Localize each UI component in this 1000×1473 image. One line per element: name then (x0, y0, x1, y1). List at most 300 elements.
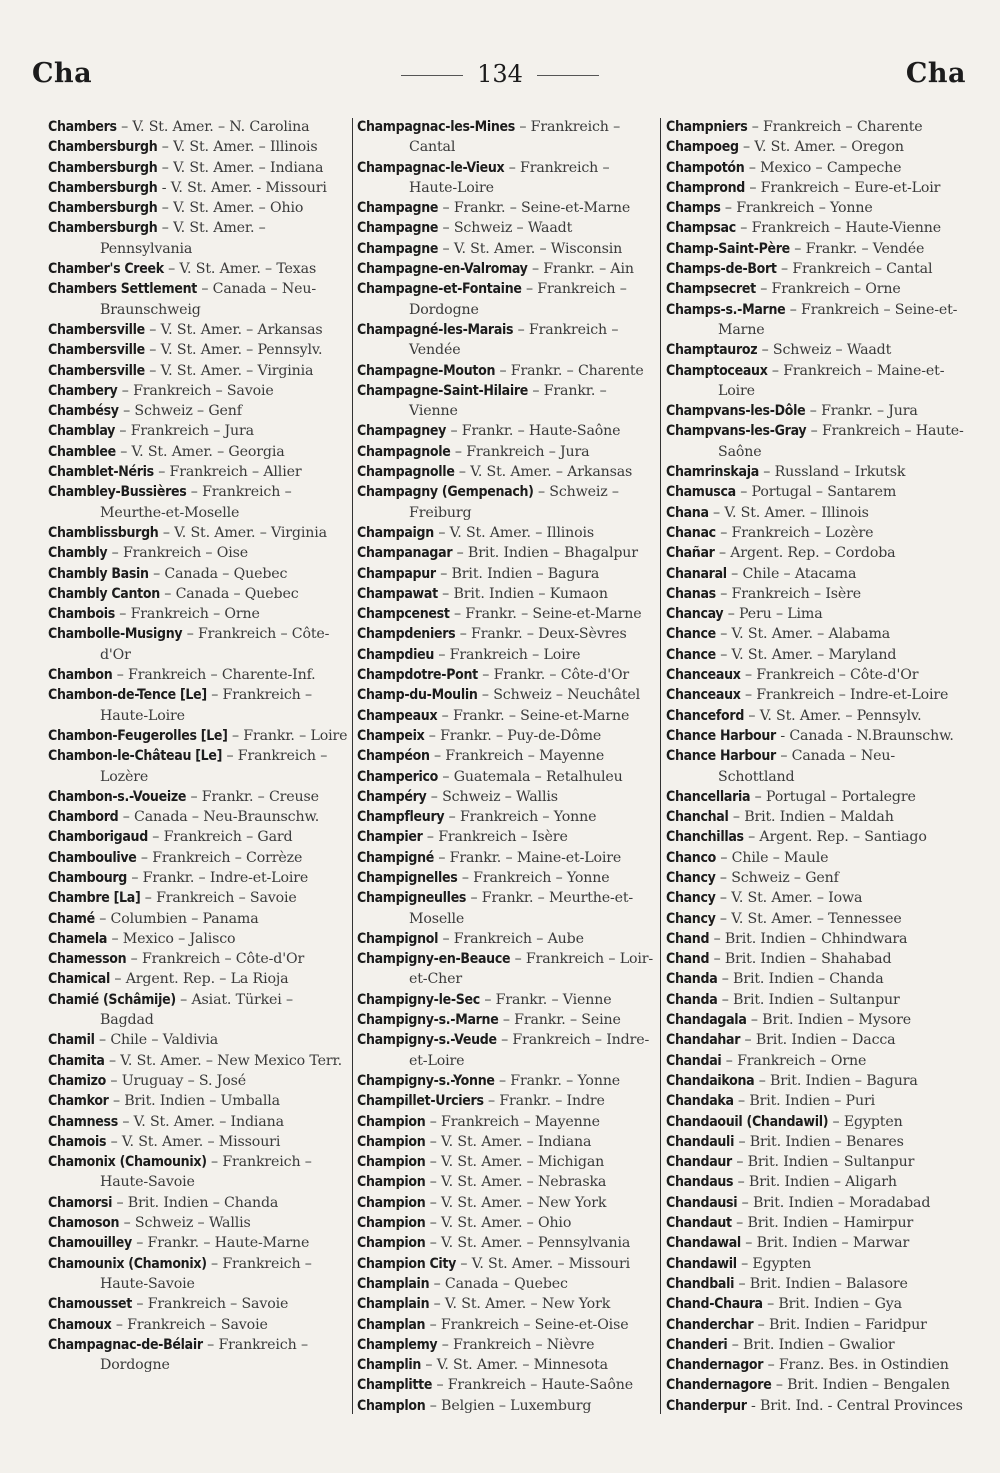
gazetteer-entry (48, 1071, 348, 1091)
place-location: – Frankr. – Charente (495, 362, 644, 379)
gazetteer-entry (48, 442, 348, 462)
place-location: – Frankr. – Creuse (186, 788, 319, 805)
place-name: Chamblissburgh (48, 524, 159, 541)
place-location: – Mexico – Jalisco (107, 930, 236, 947)
place-location: – Frankr. – Jura (805, 403, 918, 420)
place-location: – Frankreich – Mayenne (429, 748, 605, 765)
place-name: Chandawal (666, 1235, 741, 1252)
gazetteer-entry (666, 1254, 966, 1274)
place-location: – Frankr. – Seine-et-Marne (437, 707, 630, 724)
place-name: Champrond (666, 179, 746, 196)
place-name: Chanac (666, 524, 716, 541)
place-location: – Frankreich – Savoie (111, 1316, 268, 1333)
gazetteer-entry (357, 320, 659, 361)
place-location: – V. St. Amer. – Arkansas (144, 321, 323, 338)
place-location: – V. St. Amer. – Maryland (715, 646, 897, 663)
place-location: – Egypten (828, 1113, 903, 1130)
gazetteer-entry (666, 807, 966, 827)
place-location: – Frankreich – Yonne (720, 200, 873, 217)
gazetteer-entry (357, 990, 659, 1010)
place-location: - V. St. Amer. - Missouri (157, 179, 327, 196)
place-location: – Canada – Neu-Schottland (718, 748, 896, 785)
gazetteer-entry (48, 665, 348, 685)
place-location: – Frankreich – Savoie (117, 382, 274, 399)
place-name: Champier (357, 829, 423, 846)
gazetteer-entry (357, 523, 659, 543)
place-name: Champigny-le-Sec (357, 991, 480, 1008)
place-location: - Brit. Ind. - Central Provinces (746, 1397, 963, 1414)
place-location: – Guatemala – Retalhuleu (438, 768, 623, 785)
gazetteer-entry (666, 1315, 966, 1335)
place-name: Chandaur (666, 1154, 732, 1171)
place-name: Champlain (357, 1296, 430, 1313)
gazetteer-entry (357, 1030, 659, 1071)
header-keyword-left: Cha (32, 58, 93, 89)
place-location: – Asiat. Türkei – Bagdad (100, 991, 293, 1029)
place-location: – Uruguay – S. José (106, 1072, 246, 1089)
place-name: Chambon-s.-Voueize (48, 788, 187, 805)
place-location: – V. St. Amer. – Arkansas (454, 464, 633, 481)
place-name: Champagny (Gempenach) (357, 484, 534, 501)
place-name: Chanda (666, 971, 718, 988)
gazetteer-entry (48, 482, 348, 523)
place-location: – Frankreich – Aube (438, 930, 584, 947)
place-name: Champagné-les-Marais (357, 321, 514, 338)
place-location: – Frankreich – Eure-et-Loir (745, 179, 941, 196)
place-location: – Frankreich – Seine-et-Marne (718, 301, 958, 338)
place-name: Chamois (48, 1133, 107, 1150)
place-name: Champéry (357, 788, 427, 805)
place-name: Champagnac-de-Bélair (48, 1336, 203, 1353)
gazetteer-entry (357, 746, 659, 766)
place-name: Champigneulles (357, 890, 467, 907)
place-location: – V. St. Amer. – Texas (163, 261, 317, 278)
gazetteer-entry (357, 787, 659, 807)
gazetteer-entry (666, 279, 966, 299)
place-name: Champvans-les-Dôle (666, 403, 806, 420)
place-location: – V. St. Amer. – New York (425, 1194, 607, 1211)
gazetteer-entry (357, 462, 659, 482)
gazetteer-entry (357, 1315, 659, 1335)
gazetteer-entry (48, 1152, 348, 1193)
place-name: Chambois (48, 606, 115, 623)
place-location: – Brit. Indien – Gwalior (727, 1336, 895, 1353)
gazetteer-entry (48, 117, 348, 137)
gazetteer-entry (666, 503, 966, 523)
column-2 (357, 117, 659, 1417)
place-name: Champigné (357, 849, 434, 866)
gazetteer-columns (48, 117, 968, 1417)
gazetteer-entry (666, 1233, 966, 1253)
place-location: – V. St. Amer. – Illinois (708, 504, 869, 521)
place-location: – V. St. Amer. – Tennessee (715, 910, 902, 927)
gazetteer-entry (48, 584, 348, 604)
place-name: Chandaka (666, 1093, 734, 1110)
place-name: Chambly (48, 545, 108, 562)
place-location: – V. St. Amer. – Missouri (456, 1255, 631, 1272)
gazetteer-entry (357, 929, 659, 949)
place-name: Champéon (357, 748, 430, 765)
place-location: – Frankreich – Vendée (409, 321, 619, 359)
place-name: Chancellaria (666, 788, 751, 805)
place-name: Champignol (357, 930, 439, 947)
place-location: – V. St. Amer. – Virginia (158, 524, 327, 541)
place-name: Chambly Basin (48, 565, 149, 582)
place-name: Chamblee (48, 443, 116, 460)
gazetteer-entry (666, 523, 966, 543)
place-location: – Chile – Atacama (726, 565, 857, 582)
place-location: – Canada – Quebec (148, 565, 288, 582)
place-name: Chambersburgh (48, 220, 158, 237)
place-location: – Frankreich – Savoie (132, 1296, 289, 1313)
place-name: Champlon (357, 1397, 426, 1414)
gazetteer-entry (666, 1112, 966, 1132)
place-name: Champdieu (357, 646, 434, 663)
gazetteer-entry (48, 1294, 348, 1314)
gazetteer-entry (48, 787, 348, 807)
place-location: – Frankreich – Allier (153, 464, 302, 481)
column-3 (666, 117, 966, 1417)
place-name: Chand-Chaura (666, 1296, 763, 1313)
place-location: – Brit. Indien – Bhagalpur (452, 545, 638, 562)
place-location: – Schweiz – Waadt (757, 342, 892, 359)
gazetteer-entry (48, 969, 348, 989)
place-location: – Brit. Indien – Bagura (435, 565, 600, 582)
gazetteer-entry (666, 848, 966, 868)
place-location: – Frankreich – Corrèze (136, 849, 303, 866)
place-location: – Frankr. – Meurthe-et-Moselle (409, 890, 634, 927)
place-name: Champcenest (357, 606, 450, 623)
place-location: – Frankr. – Côte-d'Or (477, 667, 630, 684)
place-name: Chamness (48, 1113, 118, 1130)
place-location: – Columbien – Panama (94, 910, 259, 927)
place-name: Chanderpur (666, 1397, 747, 1414)
place-location: – Schweiz – Wallis (119, 1215, 251, 1232)
gazetteer-entry (666, 604, 966, 624)
gazetteer-entry (666, 1335, 966, 1355)
page-number (0, 60, 1000, 88)
place-name: Chambon (48, 667, 113, 684)
column-1 (48, 117, 348, 1417)
gazetteer-entry (666, 421, 966, 462)
place-name: Chandaus (666, 1174, 734, 1191)
place-name: Champagne (357, 240, 439, 257)
place-location: – Brit. Indien – Puri (733, 1093, 875, 1110)
place-name: Chanceford (666, 707, 745, 724)
gazetteer-entry (357, 421, 659, 441)
place-location: – Brit. Indien – Aligarh (733, 1174, 897, 1191)
place-location: – Canada – Quebec (429, 1275, 568, 1292)
place-location: – V. St. Amer. – Georgia (115, 443, 285, 460)
place-location: – Frankreich – Indre-et-Loire (740, 687, 949, 704)
gazetteer-entry (666, 584, 966, 604)
place-location: – Frankreich – Yonne (444, 809, 597, 826)
place-name: Champotón (666, 159, 745, 176)
gazetteer-entry (666, 665, 966, 685)
place-location: – Frankr. – Seine-et-Marne (449, 606, 642, 623)
gazetteer-entry (48, 1233, 348, 1253)
place-location: – Frankreich – Orne (755, 281, 901, 298)
place-name: Chambersville (48, 342, 145, 359)
gazetteer-entry (357, 1071, 659, 1091)
place-name: Chandagala (666, 1012, 747, 1029)
gazetteer-entry (666, 1091, 966, 1111)
place-location: – Brit. Indien – Dacca (740, 1032, 896, 1049)
gazetteer-entry (666, 482, 966, 502)
place-name: Chanas (666, 585, 716, 602)
place-name: Champagney (357, 423, 447, 440)
gazetteer-entry (666, 361, 966, 402)
place-name: Chambon-le-Château [Le] (48, 748, 223, 765)
place-location: – Frankreich – Haute-Savoie (100, 1255, 312, 1292)
place-location: – Frankreich – Jura (115, 423, 254, 440)
place-location: – V. St. Amer. – Indiana (157, 159, 324, 176)
place-location: – Brit. Indien – Bagura (754, 1072, 918, 1089)
place-location: - Canada - N.Braunschw. (775, 727, 954, 744)
place-name: Champtoceaux (666, 362, 768, 379)
gazetteer-entry (48, 259, 348, 279)
place-location: – V. St. Amer. – Oregon (738, 139, 904, 156)
gazetteer-entry (666, 340, 966, 360)
place-location: – Brit. Indien – Benares (734, 1133, 904, 1150)
gazetteer-entry (666, 990, 966, 1010)
place-name: Chambers (48, 119, 117, 135)
place-name: Chambersburgh (48, 179, 158, 196)
place-location: – Frankreich – Haute-Saône (718, 423, 964, 460)
gazetteer-entry (666, 178, 966, 198)
place-name: Chana (666, 504, 709, 521)
place-name: Chanaral (666, 565, 727, 582)
place-name: Chanda (666, 991, 718, 1008)
place-name: Chambersburgh (48, 200, 158, 217)
gazetteer-entry (666, 949, 966, 969)
place-location: – Brit. Indien – Bengalen (771, 1377, 950, 1394)
gazetteer-entry (666, 726, 966, 746)
place-location: – V. St. Amer. – N. Carolina (116, 119, 310, 135)
place-location: – Franz. Bes. in Ostindien (763, 1357, 949, 1374)
place-location: – V. St. Amer. – Illinois (157, 139, 318, 156)
place-name: Champagne (357, 220, 439, 237)
gazetteer-entry (666, 218, 966, 238)
place-location: – Schweiz – Genf (715, 869, 839, 886)
gazetteer-entry (48, 868, 348, 888)
place-name: Champion (357, 1133, 426, 1150)
gazetteer-entry (357, 198, 659, 218)
place-location: – Chile – Maule (716, 849, 829, 866)
place-name: Chamrinskaja (666, 464, 759, 481)
gazetteer-entry (48, 929, 348, 949)
gazetteer-entry (357, 1193, 659, 1213)
gazetteer-entry (666, 909, 966, 929)
place-name: Chambersville (48, 362, 145, 379)
place-name: Chamblay (48, 423, 116, 440)
gazetteer-entry (357, 482, 659, 523)
place-location: – Frankr. – Loire (227, 727, 348, 744)
gazetteer-entry (48, 1030, 348, 1050)
place-location: – V. St. Amer. – Michigan (425, 1154, 605, 1171)
place-name: Chamouilley (48, 1235, 132, 1252)
place-name: Chambord (48, 809, 119, 826)
gazetteer-entry (357, 1294, 659, 1314)
gazetteer-entry (357, 1396, 659, 1416)
place-location: – Frankreich – Loir-et-Cher (409, 951, 654, 988)
place-location: – Brit. Indien – Sultanpur (717, 991, 900, 1008)
place-location: – Frankreich – Gard (147, 829, 293, 846)
place-name: Champagnole (357, 443, 451, 460)
place-location: – V. St. Amer. – Virginia (144, 362, 314, 379)
gazetteer-entry (666, 158, 966, 178)
place-location: – Frankreich – Cantal (409, 119, 621, 156)
place-location: – V. St. Amer. – Iowa (715, 890, 863, 907)
place-location: – Frankreich – Dordogne (409, 281, 627, 318)
place-name: Chambley-Bussières (48, 484, 187, 501)
gazetteer-entry (357, 848, 659, 868)
page-number-text: 134 (477, 60, 523, 88)
gazetteer-entry (666, 706, 966, 726)
place-location: – Brit. Indien – Moradabad (737, 1194, 931, 1211)
place-name: Chambersville (48, 321, 145, 338)
place-location: – Egypten (736, 1255, 812, 1272)
header-keyword-right: Cha (905, 58, 966, 89)
place-name: Chamita (48, 1052, 105, 1069)
gazetteer-entry (666, 645, 966, 665)
place-name: Champion (357, 1174, 426, 1191)
place-name: Chandernagor (666, 1357, 764, 1374)
gazetteer-entry (357, 706, 659, 726)
place-location: – Brit. Indien – Marwar (740, 1235, 910, 1252)
gazetteer-entry (666, 827, 966, 847)
gazetteer-entry (357, 767, 659, 787)
place-name: Champion (357, 1215, 426, 1232)
gazetteer-entry (666, 868, 966, 888)
place-location: – Frankreich – Nièvre (437, 1336, 595, 1353)
gazetteer-entry (357, 1152, 659, 1172)
place-location: – Frankreich – Isère (715, 585, 862, 602)
place-name: Champion (357, 1194, 426, 1211)
gazetteer-entry (48, 949, 348, 969)
place-location: – Schweiz – Neuchâtel (477, 687, 640, 704)
place-name: Champagnolle (357, 464, 455, 481)
place-location: – Argent. Rep. – Santiago (743, 829, 927, 846)
place-name: Chandai (666, 1052, 722, 1069)
place-name: Chamoux (48, 1316, 112, 1333)
gazetteer-entry (357, 685, 659, 705)
place-name: Champsecret (666, 281, 756, 298)
place-location: – V. St. Amer. – Indiana (425, 1133, 592, 1150)
place-location: – Brit. Indien – Balasore (734, 1275, 908, 1292)
place-name: Chancy (666, 910, 716, 927)
place-name: Champoeg (666, 139, 739, 156)
gazetteer-entry (48, 462, 348, 482)
place-name: Champtauroz (666, 342, 758, 359)
place-name: Champion (357, 1113, 426, 1130)
place-location: – Schweiz – Freiburg (409, 484, 619, 521)
gazetteer-entry (357, 381, 659, 422)
place-location: – Canada – Neu-Braunschw. (118, 809, 320, 826)
gazetteer-entry (48, 726, 348, 746)
gazetteer-entry (357, 1172, 659, 1192)
place-name: Chamorsi (48, 1194, 113, 1211)
place-name: Champlitte (357, 1377, 433, 1394)
place-name: Champeix (357, 727, 425, 744)
place-name: Chandawil (666, 1255, 737, 1272)
place-location: – Frankreich – Cantal (776, 261, 933, 278)
place-location: – Frankr. – Vendée (789, 240, 925, 257)
gazetteer-entry (666, 1193, 966, 1213)
place-location: – Frankreich – Haute-Loire (100, 687, 312, 724)
gazetteer-entry (48, 137, 348, 157)
place-name: Chanchillas (666, 829, 744, 846)
place-name: Chancy (666, 890, 716, 907)
place-location: – Frankr. – Ain (527, 261, 634, 278)
place-name: Chamborigaud (48, 829, 148, 846)
gazetteer-entry (357, 949, 659, 990)
place-name: Champdeniers (357, 626, 456, 643)
place-location: – Frankreich – Lozère (100, 748, 328, 785)
place-name: Chanceaux (666, 667, 741, 684)
gazetteer-entry (48, 340, 348, 360)
gazetteer-entry (357, 1010, 659, 1030)
place-name: Chandbali (666, 1275, 735, 1292)
place-name: Champ-du-Moulin (357, 687, 478, 704)
place-location: – V. St. Amer. – New Mexico Terr. (104, 1052, 342, 1069)
place-location: – Frankreich – Côte-d'Or (740, 667, 919, 684)
gazetteer-entry (357, 1254, 659, 1274)
gazetteer-entry (357, 259, 659, 279)
gazetteer-entry (666, 746, 966, 787)
place-location: – Canada – Neu-Braunschweig (100, 281, 317, 318)
place-location: – Frankreich – Seine-et-Oise (425, 1316, 629, 1333)
gazetteer-entry (357, 1213, 659, 1233)
place-location: – V. St. Amer. – Missouri (106, 1133, 281, 1150)
gazetteer-entry (666, 1172, 966, 1192)
place-location: – V. St. Amer. – New York (429, 1296, 611, 1313)
gazetteer-entry (357, 1132, 659, 1152)
page-header (0, 58, 1000, 98)
place-location: – Canada – Quebec (159, 585, 299, 602)
place-location: – Brit. Indien – Chhindwara (709, 930, 908, 947)
place-name: Chambersburgh (48, 139, 158, 156)
gazetteer-entry (666, 1152, 966, 1172)
gazetteer-entry (48, 218, 348, 259)
place-name: Champs-de-Bort (666, 261, 777, 278)
gazetteer-entry (357, 604, 659, 624)
gazetteer-entry (48, 1091, 348, 1111)
gazetteer-entry (357, 1375, 659, 1395)
gazetteer-entry (666, 787, 966, 807)
gazetteer-entry (357, 1112, 659, 1132)
place-location: – V. St. Amer. – Indiana (117, 1113, 284, 1130)
place-location: – Frankreich – Savoie (140, 890, 297, 907)
place-name: Chamusca (666, 484, 736, 501)
place-name: Chambly Canton (48, 585, 160, 602)
place-name: Champagne-et-Fontaine (357, 281, 522, 298)
place-name: Chanchal (666, 809, 729, 826)
place-name: Champignelles (357, 869, 458, 886)
gazetteer-entry (48, 1112, 348, 1132)
place-location: – Frankr. – Maine-et-Loire (434, 849, 622, 866)
gazetteer-entry (48, 746, 348, 787)
gazetteer-entry (357, 1091, 659, 1111)
gazetteer-entry (666, 137, 966, 157)
gazetteer-entry (48, 848, 348, 868)
place-location: – V. St. Amer. – Illinois (433, 524, 595, 541)
gazetteer-entry (357, 665, 659, 685)
place-location: – Brit. Indien – Kumaon (437, 585, 608, 602)
place-name: Champfleury (357, 809, 445, 826)
place-name: Champlemy (357, 1336, 438, 1353)
gazetteer-entry (357, 442, 659, 462)
